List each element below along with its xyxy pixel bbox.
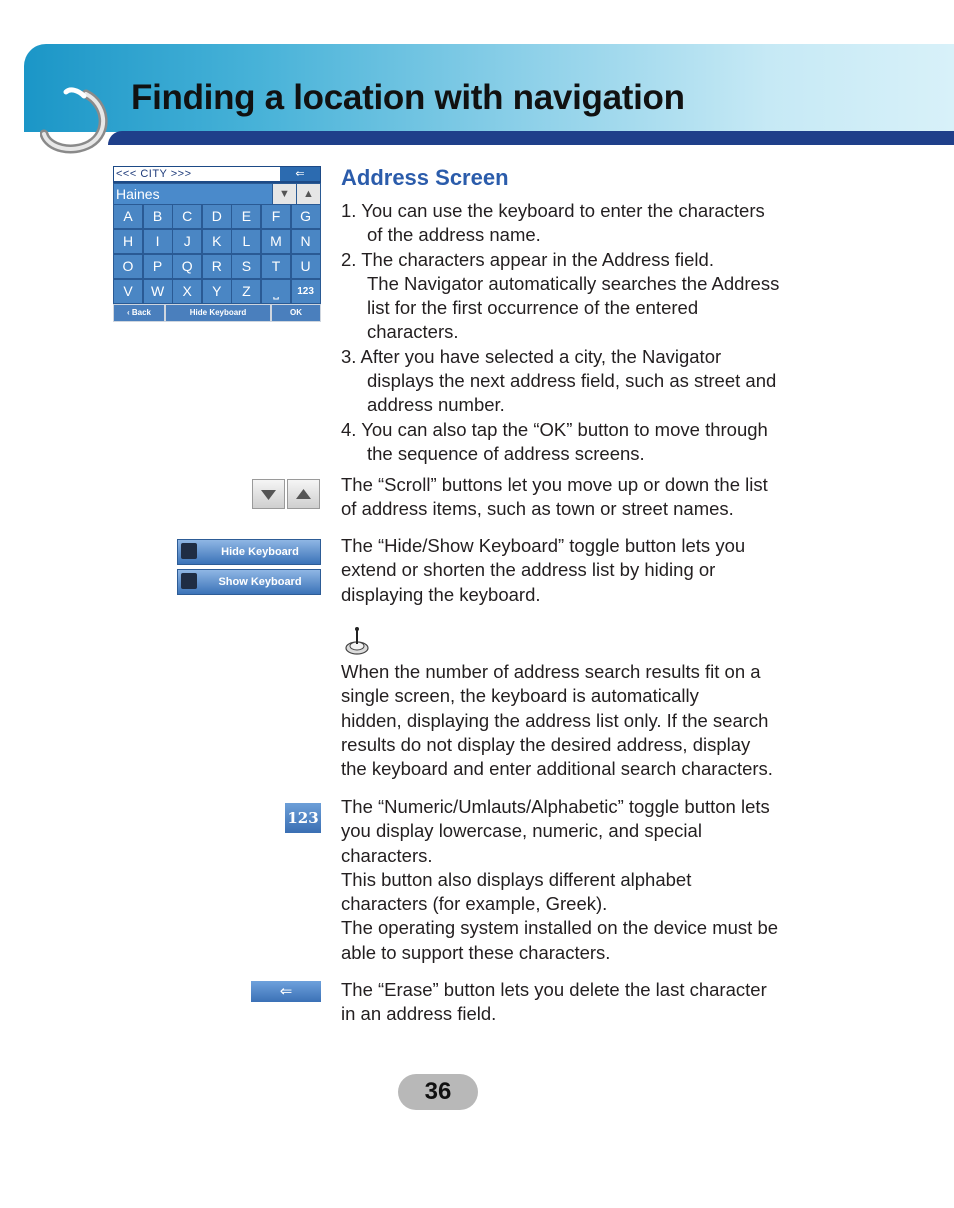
text-line: characters (for example, Greek). <box>341 893 608 915</box>
keyboard-screenshot <box>113 166 321 322</box>
text-line: The operating system installed on the device must be <box>341 917 779 939</box>
show-keyboard-button <box>177 569 321 595</box>
step-line: 3. After you have selected a city, the Navigator <box>341 345 722 367</box>
show-keyboard-label: Show Keyboard <box>218 576 302 588</box>
section-heading: Address Screen <box>341 165 509 190</box>
step-line: list for the first occurrence of the entered <box>367 297 699 319</box>
step-line: displays the next address field, such as street and <box>367 370 777 392</box>
numeric-description <box>341 795 831 965</box>
keyboard-key: W <box>144 280 172 303</box>
ok-key: OK <box>272 305 320 321</box>
back-key: ‹ Back <box>114 305 164 321</box>
keyboard-key: N <box>292 230 320 253</box>
erase-icon: ⇐ <box>251 981 321 1002</box>
keyboard-key: O <box>114 255 142 278</box>
step-line: 1. You can use the keyboard to enter the characters <box>341 200 765 221</box>
step-line: 4. You can also tap the “OK” button to move through <box>341 418 768 440</box>
keyboard-key: K <box>203 230 231 253</box>
text-line: The “Scroll” buttons let you move up or down the list <box>341 474 768 495</box>
scroll-description <box>341 473 831 522</box>
text-line: The “Hide/Show Keyboard” toggle button lets you <box>341 535 746 556</box>
scroll-up-key: ▲ <box>297 184 320 204</box>
text-line: single screen, the keyboard is automatically <box>341 685 699 707</box>
step-item <box>341 199 831 248</box>
back-key-label: Back <box>131 308 151 317</box>
note-icon <box>343 626 371 656</box>
keyboard-key: 123 <box>292 280 320 303</box>
header-rule <box>108 131 954 145</box>
page-number: 36 <box>398 1074 478 1110</box>
scroll-down-icon <box>252 479 285 509</box>
step-line: of the address name. <box>367 224 541 246</box>
scroll-up-icon <box>287 479 320 509</box>
text-line: The “Numeric/Umlauts/Alphabetic” toggle button lets <box>341 796 770 817</box>
keyboard-key: X <box>173 280 201 303</box>
text-line: displaying the keyboard. <box>341 583 541 605</box>
hide-keyboard-label: Hide Keyboard <box>221 546 299 558</box>
keyboard-key: Y <box>203 280 231 303</box>
erase-description <box>341 978 831 1027</box>
text-line: of address items, such as town or street names. <box>341 498 734 520</box>
numeric-toggle-icon: 123 <box>285 803 321 833</box>
note-description <box>341 660 831 781</box>
scroll-down-key: ▼ <box>273 184 296 204</box>
keyboard-key: S <box>232 255 260 278</box>
keyboard-key: F <box>262 205 290 228</box>
keyboard-key: U <box>292 255 320 278</box>
keyboard-key: V <box>114 280 142 303</box>
hide-keyboard-key: Hide Keyboard <box>166 305 270 321</box>
step-line: the sequence of address screens. <box>367 442 645 464</box>
text-line: When the number of address search results fit on a <box>341 661 761 682</box>
keyboard-key: E <box>232 205 260 228</box>
text-line: extend or shorten the address list by hiding or <box>341 559 716 581</box>
step-item <box>341 345 831 418</box>
step-item <box>341 248 831 345</box>
keyboard-key: C <box>173 205 201 228</box>
text-line: This button also displays different alphabet <box>341 868 692 890</box>
keyboard-key: ⎵ <box>262 280 290 303</box>
text-line: able to support these characters. <box>341 941 611 963</box>
step-line: address number. <box>367 394 505 416</box>
text-line: in an address field. <box>341 1003 497 1025</box>
keyboard-key: G <box>292 205 320 228</box>
address-input: Haines <box>114 184 272 204</box>
page-title: Finding a location with navigation <box>131 78 685 117</box>
keyboard-key: J <box>173 230 201 253</box>
keyboard-key: B <box>144 205 172 228</box>
keyboard-key: Z <box>232 280 260 303</box>
keyboard-key: A <box>114 205 142 228</box>
step-line: characters. <box>367 321 459 343</box>
keyboard-key: H <box>114 230 142 253</box>
text-line: the keyboard and enter additional search characters. <box>341 758 773 780</box>
keyboard-key: D <box>203 205 231 228</box>
step-item <box>341 418 831 467</box>
keyboard-key: R <box>203 255 231 278</box>
step-line: 2. The characters appear in the Address field. <box>341 248 714 270</box>
keyboard-key: M <box>262 230 290 253</box>
keyboard-key: L <box>232 230 260 253</box>
text-line: results do not display the desired address, display <box>341 733 751 755</box>
ring-bullet-icon <box>40 82 110 154</box>
text-line: hidden, displaying the address list only. If the search <box>341 709 769 731</box>
keyboard-key: I <box>144 230 172 253</box>
hide-keyboard-button <box>177 539 321 565</box>
text-line: The “Erase” button lets you delete the last character <box>341 979 767 1000</box>
text-line: you display lowercase, numeric, and special <box>341 820 702 842</box>
steps-list <box>341 199 831 466</box>
erase-key: ⇐ <box>280 167 320 181</box>
city-selector-bar: <<< CITY >>> <box>114 167 280 181</box>
text-line: characters. <box>341 844 433 866</box>
keyboard-key: Q <box>173 255 201 278</box>
keyboard-key: P <box>144 255 172 278</box>
keyboard-key: T <box>262 255 290 278</box>
step-line: The Navigator automatically searches the Address <box>367 272 780 294</box>
toggle-description <box>341 534 831 607</box>
